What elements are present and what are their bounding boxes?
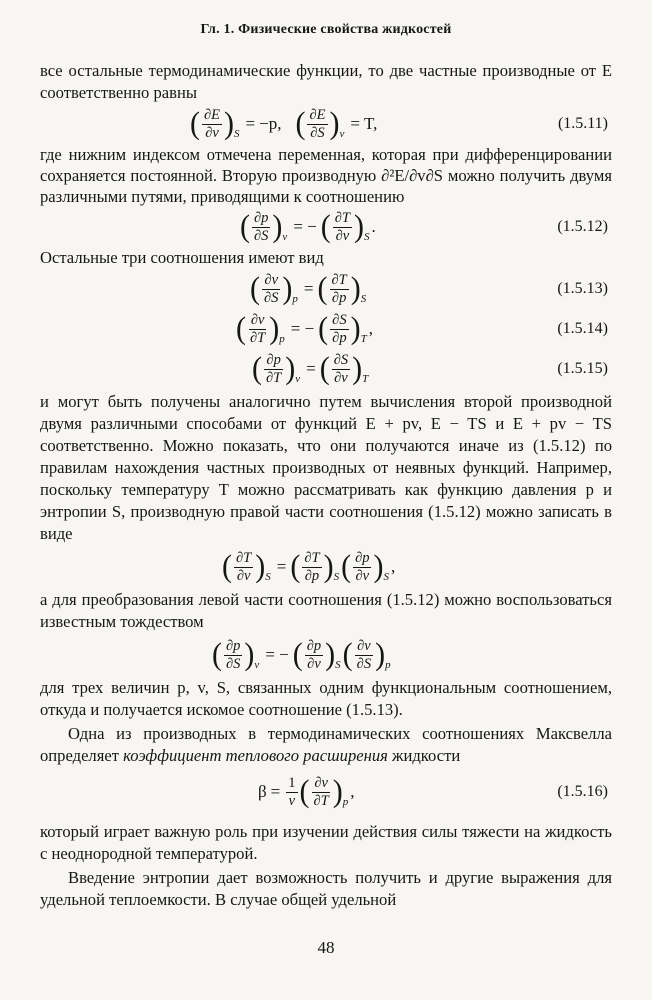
equation-1-5-13: ( $\frac{\partial v}{\partial S}$ ) p = ( $\frac{\partial T}{\partial p}$ ) S (1.5.13) [40,269,612,309]
equation-1-5-16: β = $\frac{1}{v}$ ( $\frac{\partial v}{\partial T}$ ) p , (1.5.16) [40,767,612,817]
equation-1-5-12: ( $\frac{\partial p}{\partial S}$ ) v = − ( $\frac{\partial T}{\partial v}$ ) S . (1.5.12) [40,207,612,247]
eq-lhs: β [258,782,267,801]
eq-rhs: −p, [259,114,282,133]
equation-number: (1.5.15) [557,360,608,377]
term-thermal-expansion: коэффициент теплового расширения [123,746,388,765]
paragraph: который играет важную роль при изучении действия силы тяжести на жидкость с неоднородной температурой. [40,822,612,863]
equation-number: (1.5.13) [557,280,608,297]
page-number: 48 [317,938,335,957]
paragraph: а для преобразования левой части соотношения (1.5.12) можно воспользоваться известным тождеством [40,590,612,631]
paragraph: Остальные три соотношения имеют вид [40,248,324,267]
paragraph: где нижним индексом отмечена переменная, которая при дифференцировании сохраняется постоянной. Вторую производную ∂²E/∂v∂S можно получить двумя различными путями, приводящими к соотношению [40,145,612,206]
paragraph: и могут быть получены аналогично путем вычисления второй производной двумя различными способами от функций E + pv, E − TS и E + pv − TS соответственно. Можно показать, что они получаются иначе из (1.5.12) по правилам нахождения частных производных от неявных функций. Например, поскольку температуру T можно рассматривать как функцию давления p и энтропии S, производную правой части соотношения (1.5.12) можно записать в виде [40,392,612,543]
equation-number: (1.5.11) [557,115,608,132]
paragraph: Одна из производных в термодинамических соотношениях Максвелла определяет коэффициент теплового расширения жидкости [40,724,612,765]
page-body [40,22,612,911]
running-header: Гл. 1. Физические свойства жидкостей [200,22,452,37]
paragraph: все остальные термодинамические функции, то две частные производные от E соответственно равны [40,61,612,102]
equation-number: (1.5.12) [557,218,608,235]
equation-identity: ( $\frac{\partial p}{\partial S}$ ) v = − ( $\frac{\partial p}{\partial v}$ ) S ( $\frac{\partial v}{\partial S}$ ) p [212,637,391,672]
equation-1-5-15: ( $\frac{\partial p}{\partial T}$ ) v = ( $\frac{\partial S}{\partial v}$ ) T (1.5.15) [40,349,612,389]
equation-1-5-14: ( $\frac{\partial v}{\partial T}$ ) p = − ( $\frac{\partial S}{\partial p}$ ) T , (1.5.14) [40,309,612,349]
paragraph: Введение энтропии дает возможность получить и другие выражения для удельной теплоемкости. В случае общей удельной [40,868,612,909]
equation-1-5-11: ( $\frac{\partial E}{\partial v}$ ) S = −p, ( $\frac{\partial E}{\partial S}$ ) v = T, (1.5.11) [40,104,612,144]
equation-number: (1.5.14) [557,320,608,337]
paragraph: для трех величин p, v, S, связанных одним функциональным соотношением, откуда и получается искомое соотношение (1.5.13). [40,678,612,719]
eq-rhs: T, [363,114,378,133]
equation-number: (1.5.16) [557,783,608,800]
equation-chain-rule: ( $\frac{\partial T}{\partial v}$ ) S = ( $\frac{\partial T}{\partial p}$ ) S ( $\frac{\partial p}{\partial v}$ ) S , [222,549,396,584]
